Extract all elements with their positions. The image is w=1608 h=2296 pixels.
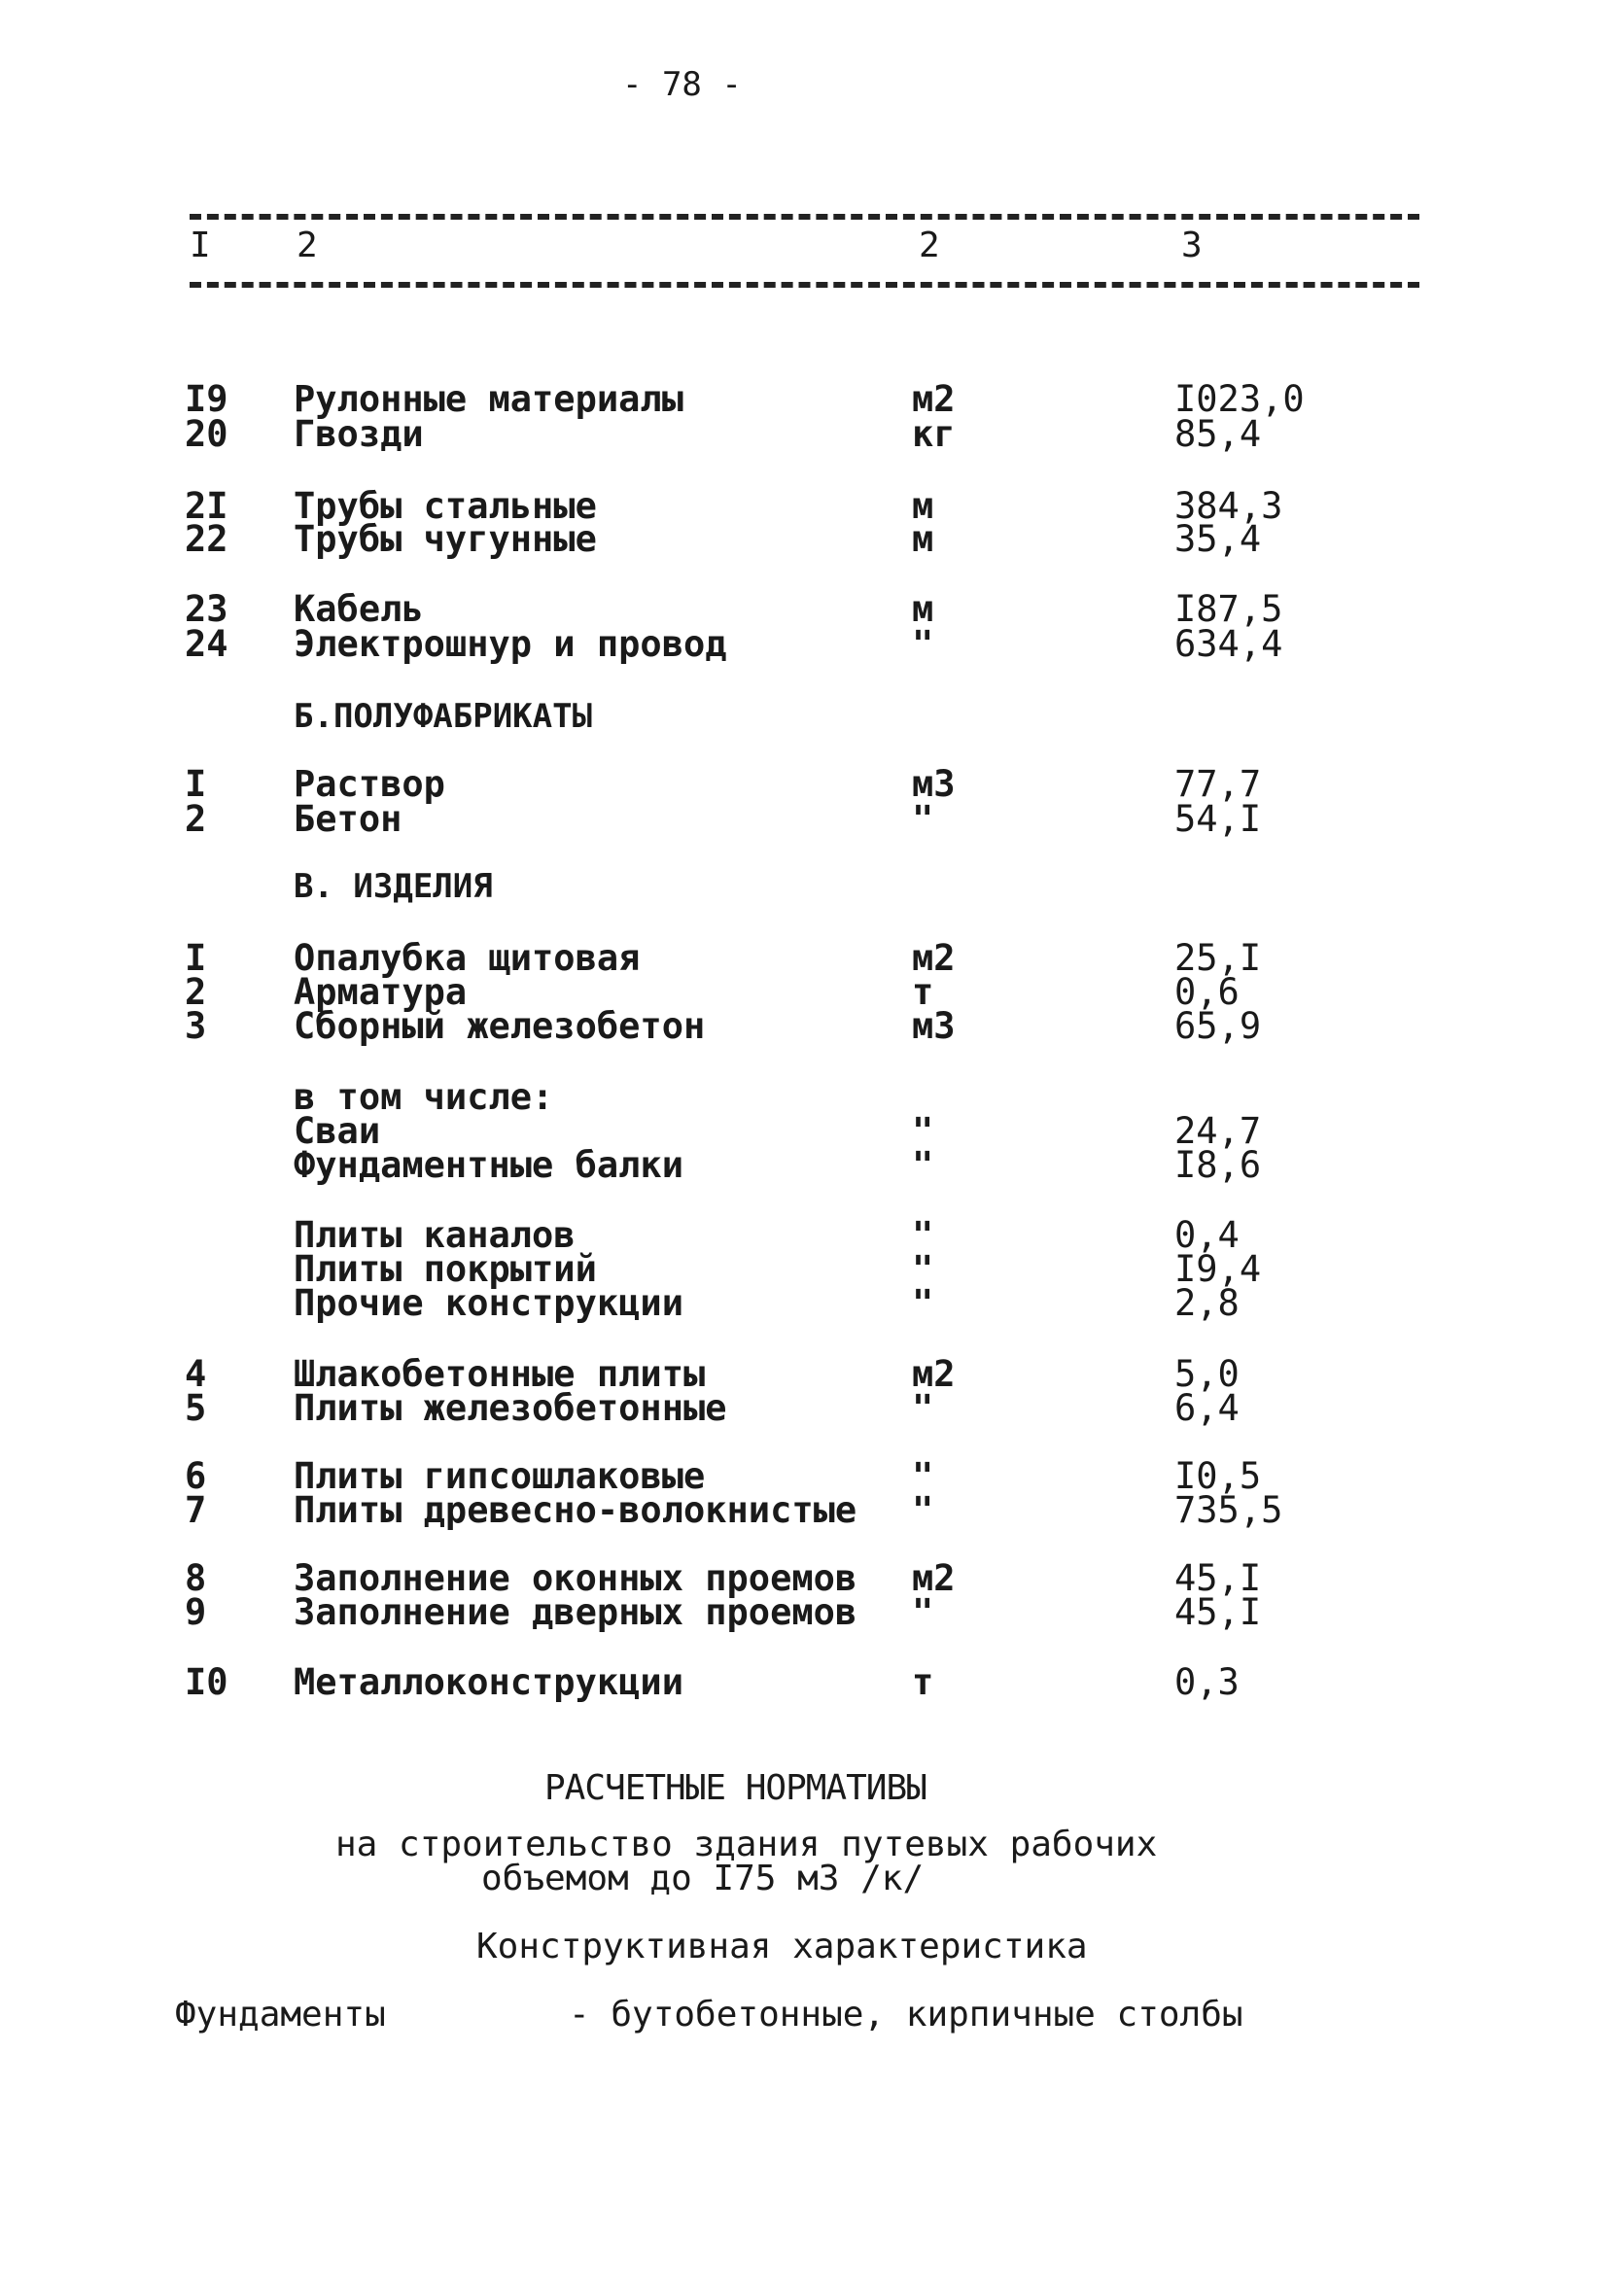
row-value: 0,6 [1174, 971, 1240, 1013]
row-value: I8,6 [1174, 1144, 1262, 1186]
row-num: I9 [185, 378, 228, 420]
row-name: Фундаментные балки [294, 1144, 683, 1186]
row-unit: " [912, 1214, 934, 1256]
row-value: 54,I [1174, 798, 1262, 840]
row-value: 45,I [1174, 1557, 1262, 1599]
row-unit: " [912, 1387, 934, 1429]
table-top-rule [190, 214, 1419, 220]
row-name: Трубы стальные [294, 485, 597, 527]
row-num: 22 [185, 518, 228, 560]
row-name: Сборный железобетон [294, 1005, 706, 1047]
row-value: 5,0 [1174, 1353, 1240, 1395]
row-num: I [185, 763, 207, 805]
row-value: 25,I [1174, 937, 1262, 979]
row-value: I0,5 [1174, 1455, 1262, 1497]
row-value: 85,4 [1174, 413, 1262, 455]
row-name: Прочие конструкции [294, 1282, 683, 1324]
row-value: 77,7 [1174, 763, 1262, 805]
row-unit: м2 [912, 378, 956, 420]
row-num: 7 [185, 1489, 207, 1531]
row-value: I9,4 [1174, 1248, 1262, 1290]
row-num: 2 [185, 798, 207, 840]
row-value: 384,3 [1174, 485, 1283, 527]
row-name: Плиты каналов [294, 1214, 576, 1256]
row-name: Кабель [294, 588, 424, 630]
header-col-2: 2 [297, 226, 318, 265]
row-value: 65,9 [1174, 1005, 1262, 1047]
row-name: Шлакобетонные плиты [294, 1353, 706, 1395]
row-name: Рулонные материалы [294, 378, 683, 420]
row-unit: м [912, 485, 934, 527]
row-num: I [185, 937, 207, 979]
row-unit: м3 [912, 763, 956, 805]
row-unit: " [912, 1282, 934, 1324]
row-unit: м3 [912, 1005, 956, 1047]
row-value: 0,4 [1174, 1214, 1240, 1256]
row-unit: м2 [912, 1557, 956, 1599]
page-number: - 78 - [622, 65, 742, 104]
row-value: I87,5 [1174, 588, 1283, 630]
row-value: 45,I [1174, 1591, 1262, 1633]
row-unit: " [912, 1455, 934, 1497]
row-name: Гвозди [294, 413, 424, 455]
row-value: I023,0 [1174, 378, 1305, 420]
row-name: Заполнение дверных проемов [294, 1591, 857, 1633]
row-unit: " [912, 1144, 934, 1186]
header-col-4: 3 [1181, 226, 1203, 265]
row-name: Заполнение оконных проемов [294, 1557, 857, 1599]
row-num: 6 [185, 1455, 207, 1497]
row-name: Сваи [294, 1110, 381, 1152]
row-value: 0,3 [1174, 1661, 1240, 1703]
row-num: 2 [185, 971, 207, 1013]
foundation-label: Фундаменты [175, 1995, 386, 2035]
row-unit: " [912, 1489, 934, 1531]
row-unit: м2 [912, 937, 956, 979]
table-header-rule [190, 282, 1419, 288]
row-name: Трубы чугунные [294, 518, 597, 560]
norms-subtitle-line-1: на строительство здания путевых рабочих [335, 1825, 1158, 1864]
row-num: 23 [185, 588, 228, 630]
row-name: Арматура [294, 971, 468, 1013]
row-unit: " [912, 1591, 934, 1633]
row-value: 24,7 [1174, 1110, 1262, 1152]
row-value: 735,5 [1174, 1489, 1283, 1531]
row-name: Электрошнур и провод [294, 623, 727, 665]
row-unit: " [912, 623, 934, 665]
row-num: 8 [185, 1557, 207, 1599]
header-col-1: I [190, 226, 211, 265]
row-unit: м [912, 518, 934, 560]
row-name: в том числе: [294, 1076, 554, 1118]
row-value: 634,4 [1174, 623, 1283, 665]
header-col-3: 2 [919, 226, 940, 265]
row-unit: " [912, 798, 934, 840]
row-num: 5 [185, 1387, 207, 1429]
section-heading: В. ИЗДЕЛИЯ [294, 867, 493, 906]
row-unit: м [912, 588, 934, 630]
row-name: Плиты покрытий [294, 1248, 597, 1290]
row-unit: т [912, 971, 934, 1013]
section-heading: Б.ПОЛУФАБРИКАТЫ [294, 697, 593, 736]
row-name: Плиты древесно-волокнистые [294, 1489, 857, 1531]
row-name: Плиты гипсошлаковые [294, 1455, 706, 1497]
row-name: Бетон [294, 798, 402, 840]
row-num: 20 [185, 413, 228, 455]
row-value: 2,8 [1174, 1282, 1240, 1324]
row-name: Плиты железобетонные [294, 1387, 727, 1429]
row-num: 2I [185, 485, 228, 527]
row-unit: " [912, 1248, 934, 1290]
row-num: I0 [185, 1661, 228, 1703]
row-value: 6,4 [1174, 1387, 1240, 1429]
row-name: Раствор [294, 763, 445, 805]
foundation-value: - бутобетонные, кирпичные столбы [569, 1995, 1243, 2035]
row-num: 4 [185, 1353, 207, 1395]
row-unit: м2 [912, 1353, 956, 1395]
row-unit: кг [912, 413, 956, 455]
row-num: 3 [185, 1005, 207, 1047]
row-unit: т [912, 1661, 934, 1703]
row-name: Металлоконструкции [294, 1661, 683, 1703]
row-num: 9 [185, 1591, 207, 1633]
norms-title: РАСЧЕТНЫЕ НОРМАТИВЫ [544, 1768, 926, 1808]
norms-subtitle-line-2: объемом до I75 м3 /к/ [481, 1859, 925, 1898]
row-num: 24 [185, 623, 228, 665]
row-value: 35,4 [1174, 518, 1262, 560]
construction-heading: Конструктивная характеристика [476, 1927, 1088, 1966]
row-name: Опалубка щитовая [294, 937, 641, 979]
row-unit: " [912, 1110, 934, 1152]
